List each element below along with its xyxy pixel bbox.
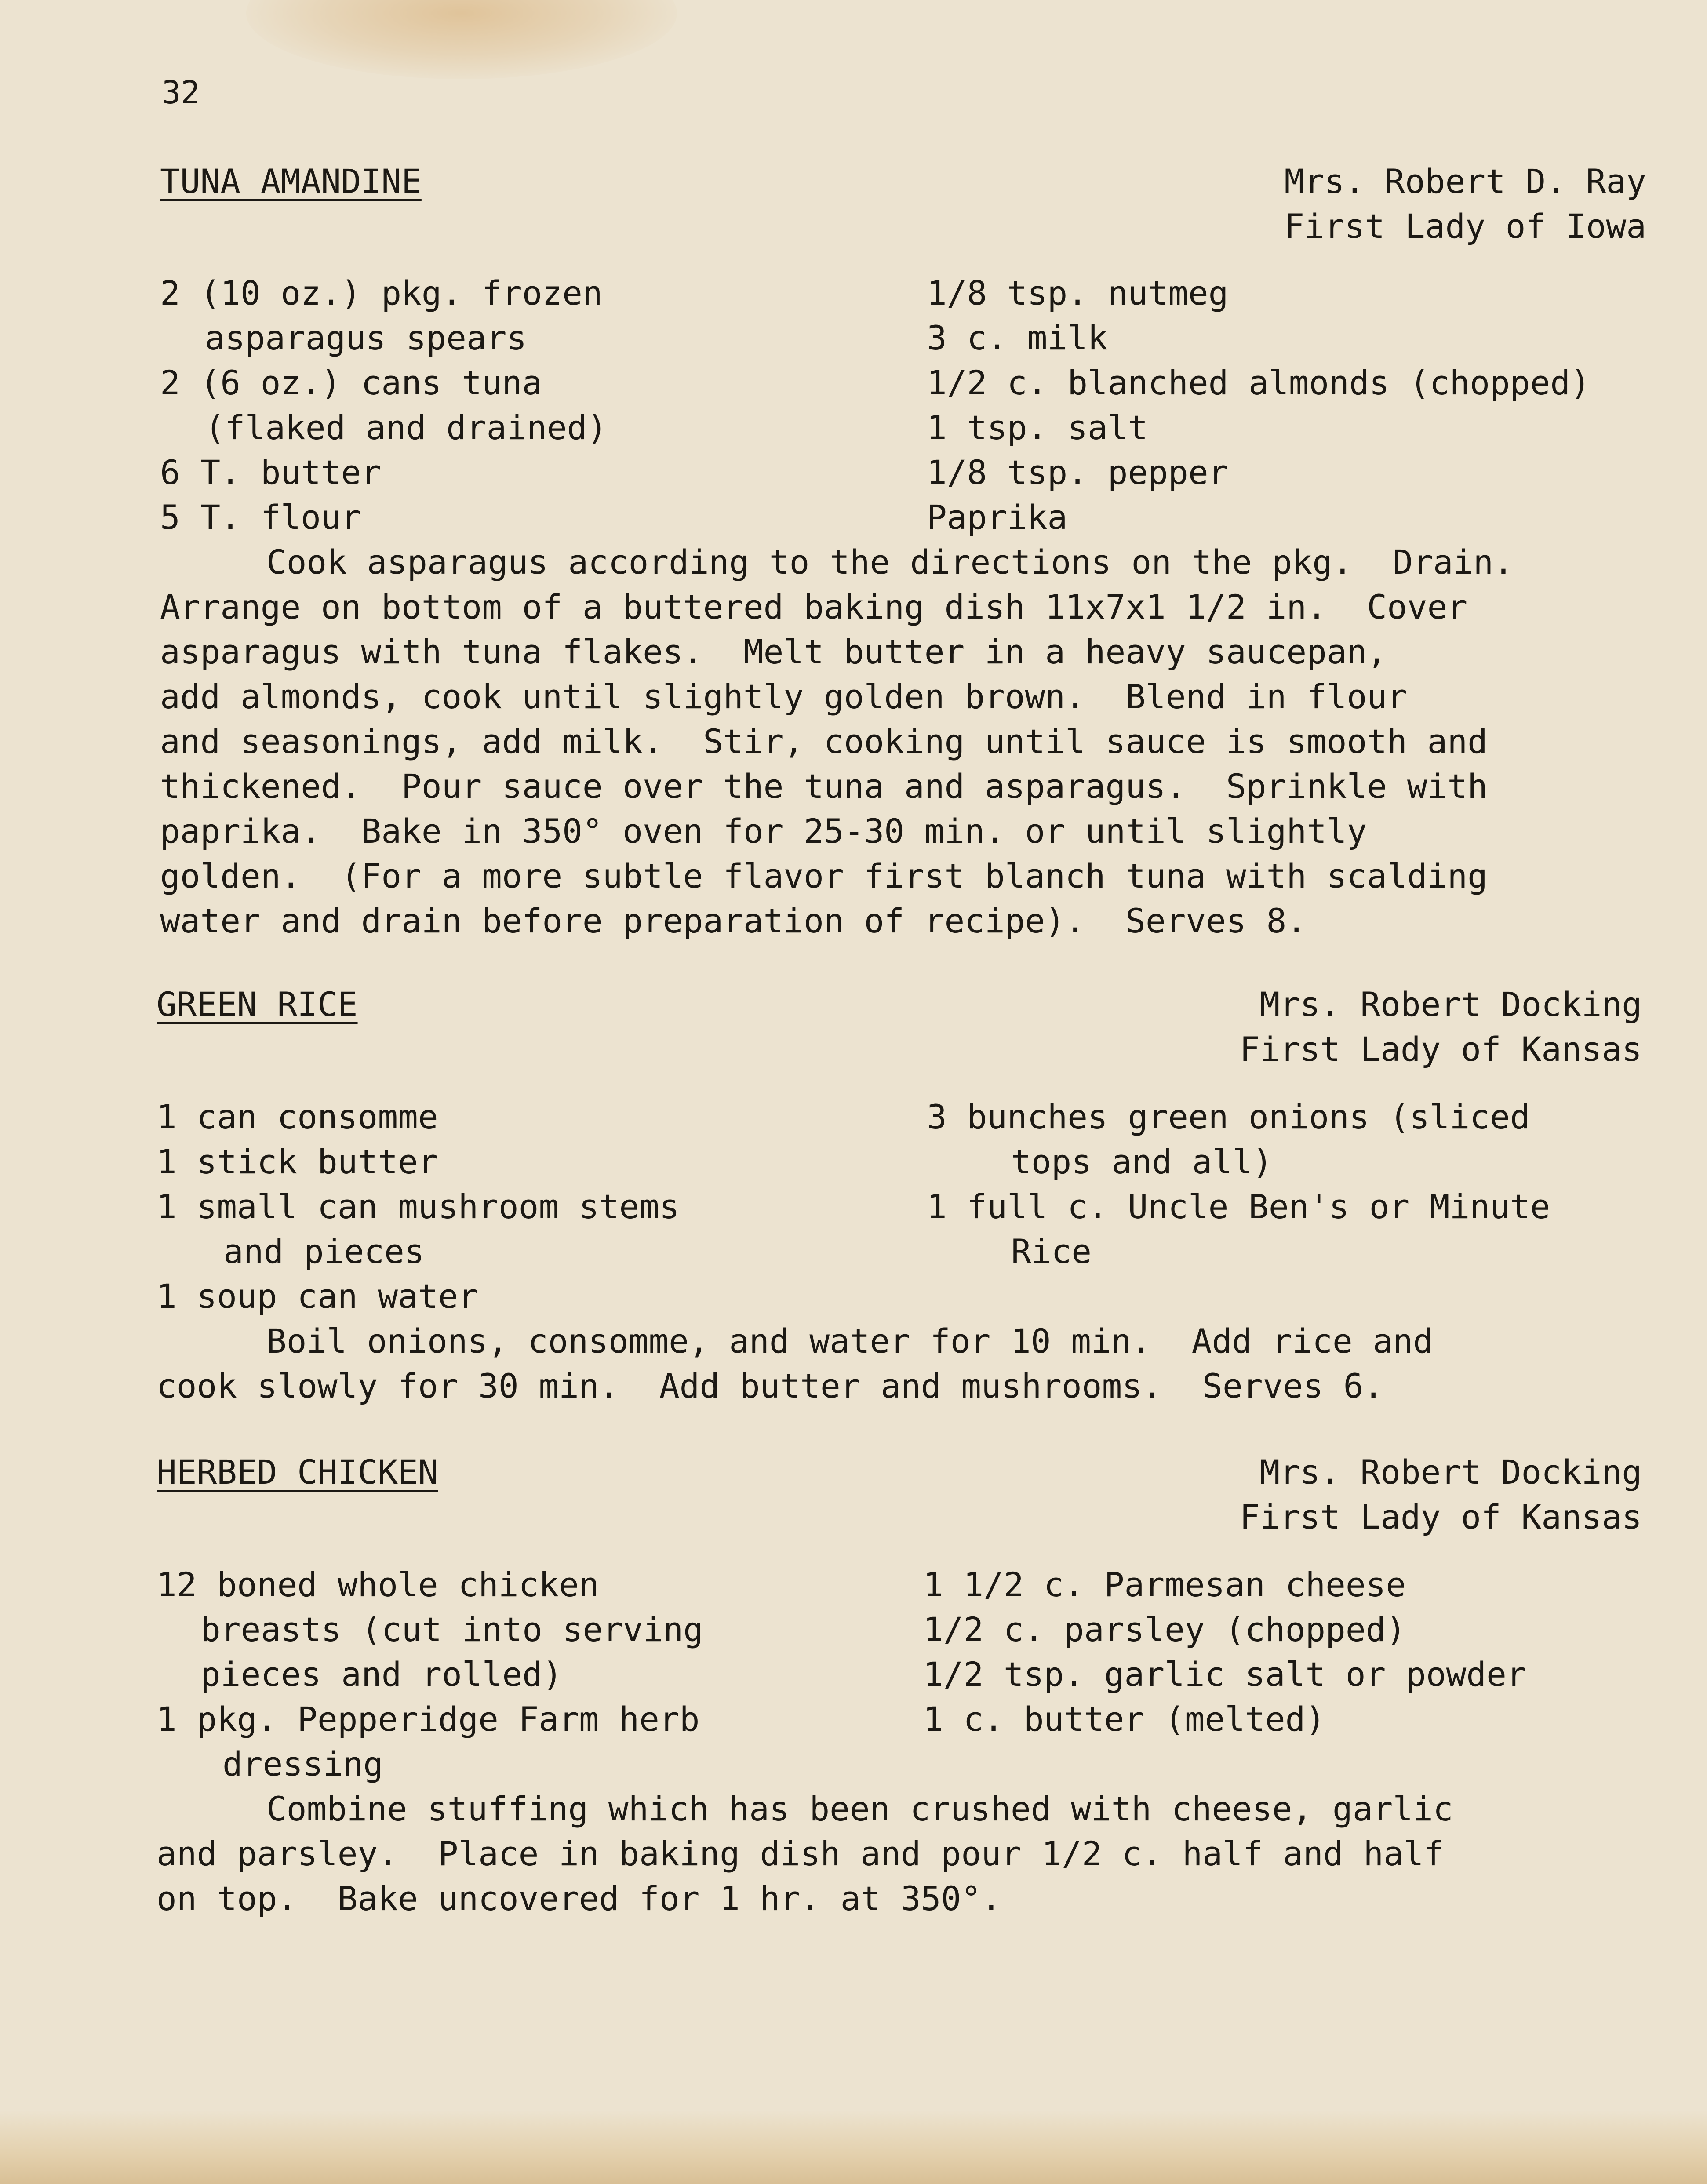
recipe-author: Mrs. Robert Docking xyxy=(1259,1452,1642,1492)
direction-line: golden. (For a more subtle flavor first blanch tuna with scalding xyxy=(160,856,1488,895)
direction-line: Cook asparagus according to the directions on the pkg. Drain. xyxy=(266,542,1514,582)
ingredient: 1/2 tsp. garlic salt or powder xyxy=(923,1655,1527,1694)
ingredient: 1 can consomme xyxy=(157,1097,438,1136)
direction-line: Boil onions, consomme, and water for 10 min. Add rice and xyxy=(266,1321,1433,1361)
direction-line: Arrange on bottom of a buttered baking dish 11x7x1 1/2 in. Cover xyxy=(160,587,1468,626)
ingredient: 1 soup can water xyxy=(157,1277,479,1316)
ingredient: 1 c. butter (melted) xyxy=(923,1700,1326,1739)
direction-line: add almonds, cook until slightly golden brown. Blend in flour xyxy=(160,677,1407,716)
ingredient: 1 full c. Uncle Ben's or Minute xyxy=(927,1187,1550,1226)
ingredient: pieces and rolled) xyxy=(200,1655,563,1694)
ingredient: (flaked and drained) xyxy=(205,408,608,447)
stain-top xyxy=(246,0,677,79)
recipe-author: Mrs. Robert Docking xyxy=(1259,985,1642,1024)
ingredient: 5 T. flour xyxy=(160,498,361,537)
direction-line: water and drain before preparation of recipe). Serves 8. xyxy=(160,901,1307,940)
direction-line: and parsley. Place in baking dish and pour 1/2 c. half and half xyxy=(157,1834,1444,1873)
recipe-title: HERBED CHICKEN xyxy=(157,1452,438,1492)
recipe-author-title: First Lady of Kansas xyxy=(1239,1030,1642,1069)
ingredient: 1/2 c. blanched almonds (chopped) xyxy=(927,363,1591,402)
recipe-title: TUNA AMANDINE xyxy=(160,162,422,201)
ingredient: asparagus spears xyxy=(205,318,527,357)
ingredient: 2 (10 oz.) pkg. frozen xyxy=(160,273,603,313)
direction-line: thickened. Pour sauce over the tuna and asparagus. Sprinkle with xyxy=(160,767,1488,806)
ingredient: 1 1/2 c. Parmesan cheese xyxy=(923,1565,1406,1604)
ingredient: 1 pkg. Pepperidge Farm herb xyxy=(157,1700,700,1739)
ingredient: 1 tsp. salt xyxy=(927,408,1148,447)
stain-bottom xyxy=(0,2110,1707,2184)
ingredient: and pieces xyxy=(223,1232,425,1271)
ingredient: 3 bunches green onions (sliced xyxy=(927,1097,1530,1136)
recipe-author-title: First Lady of Kansas xyxy=(1239,1497,1642,1536)
ingredient: 1/8 tsp. pepper xyxy=(927,453,1229,492)
direction-line: on top. Bake uncovered for 1 hr. at 350°. xyxy=(157,1879,1001,1918)
ingredient: 1/2 c. parsley (chopped) xyxy=(923,1610,1406,1649)
direction-line: cook slowly for 30 min. Add butter and mushrooms. Serves 6. xyxy=(157,1366,1384,1405)
ingredient: breasts (cut into serving xyxy=(200,1610,703,1649)
ingredient: 1 small can mushroom stems xyxy=(157,1187,680,1226)
recipe-author-title: First Lady of Iowa xyxy=(1284,207,1646,246)
ingredient: 6 T. butter xyxy=(160,453,382,492)
ingredient: 1/8 tsp. nutmeg xyxy=(927,273,1229,313)
ingredient: 2 (6 oz.) cans tuna xyxy=(160,363,542,402)
direction-line: Combine stuffing which has been crushed with cheese, garlic xyxy=(266,1789,1453,1828)
direction-line: asparagus with tuna flakes. Melt butter in a heavy saucepan, xyxy=(160,632,1387,671)
ingredient: 3 c. milk xyxy=(927,318,1108,357)
recipe-author: Mrs. Robert D. Ray xyxy=(1284,162,1646,201)
ingredient: Rice xyxy=(1011,1232,1092,1271)
ingredient: 12 boned whole chicken xyxy=(157,1565,599,1604)
ingredient: 1 stick butter xyxy=(157,1142,438,1181)
direction-line: paprika. Bake in 350° oven for 25-30 min. or until slightly xyxy=(160,812,1367,851)
direction-line: and seasonings, add milk. Stir, cooking until sauce is smooth and xyxy=(160,722,1488,761)
ingredient: dressing xyxy=(222,1744,384,1784)
page-number: 32 xyxy=(162,74,200,111)
recipe-title: GREEN RICE xyxy=(157,985,358,1024)
ingredient: Paprika xyxy=(927,498,1068,537)
ingredient: tops and all) xyxy=(1011,1142,1273,1181)
